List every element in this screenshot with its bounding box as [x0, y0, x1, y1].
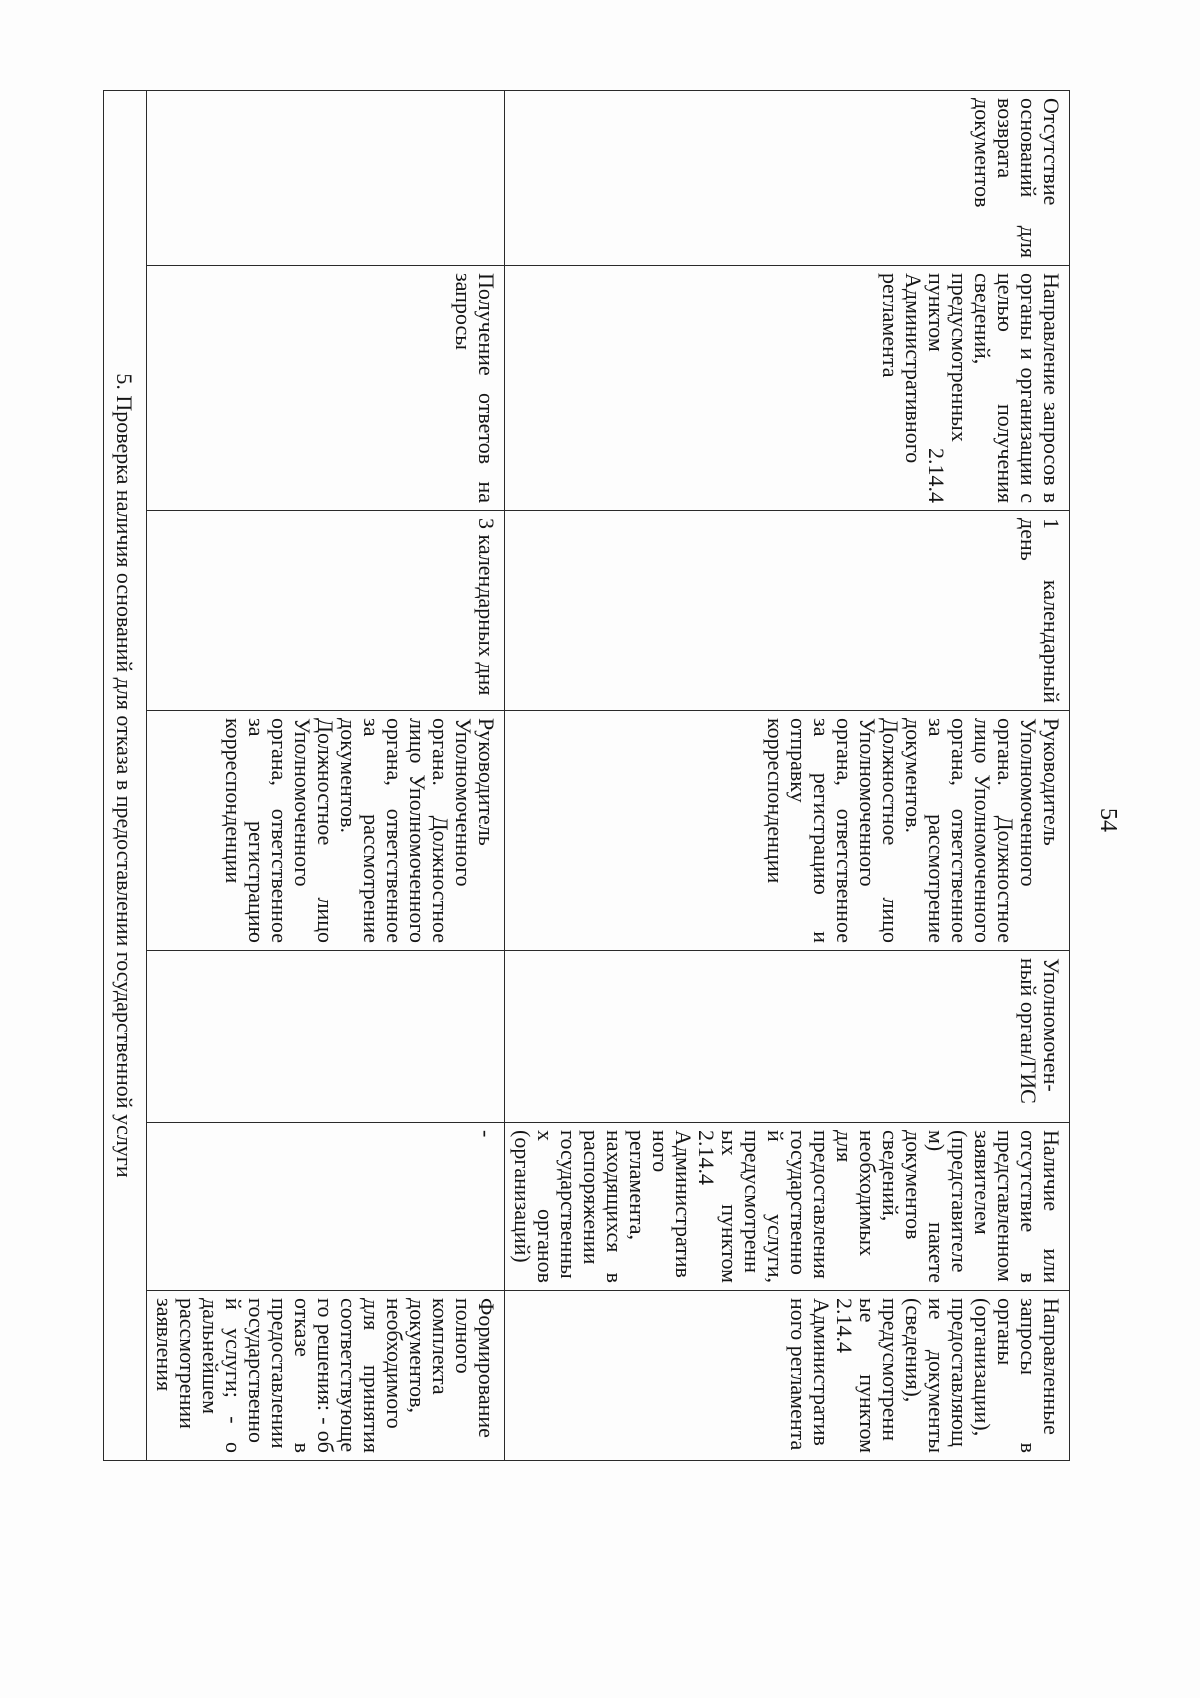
duration-cell: 1 календарный день [505, 511, 1070, 711]
page-number: 54 [1095, 808, 1121, 832]
place-cell: Уполномочен-ный орган/ГИС [505, 951, 1070, 1123]
procedure-table [103, 90, 1070, 1461]
table-row [505, 91, 1070, 1461]
duration-cell: 3 календарных дня [147, 511, 505, 711]
result-cell: Направленные запросы в органы (организации), предоставляющие документы (сведения), предусмотренные пунктом 2.14.4 Административного регламента [505, 1291, 1070, 1461]
condition-cell: Отсутствие оснований для возврата документов [505, 91, 1070, 266]
criteria-cell: - [147, 1123, 505, 1291]
responsible-cell: Руководитель Уполномоченного органа. Должностное лицо Уполномоченного органа, ответственное за рассмотрение документов. Должностное лицо Уполномоченного органа, ответственное за регистрацию корреспонденции [147, 711, 505, 951]
result-cell: Формирование полного комплекта документов, необходимого для принятия соответствующего решения: - об отказе в предоставлении государственной услуги; - о дальнейшем рассмотрении заявления [147, 1291, 505, 1461]
section-title: 5. Проверка наличия оснований для отказа в предоставлении государственной услуги [104, 91, 147, 1461]
responsible-cell: Руководитель Уполномоченного органа. Должностное лицо Уполномоченного органа, ответственное за рассмотрение документов. Должностное лицо Уполномоченного органа, ответственное за регистрацию и отправку корреспонденции [505, 711, 1070, 951]
table-row [147, 91, 505, 1461]
place-cell [147, 951, 505, 1123]
action-cell: Получение ответов на запросы [147, 266, 505, 511]
condition-cell [147, 91, 505, 266]
criteria-cell: Наличие или отсутствие в представленном заявителем (представителем) пакете документов сведений, необходимых для предоставления государственной услуги, предусмотренных пунктом 2.14.4 Административного регламента, находящихся в распоряжении государственных органов (организаций) [505, 1123, 1070, 1291]
section-row [104, 91, 147, 1461]
rotated-table-wrapper [112, 90, 1070, 1460]
action-cell: Направление запросов в органы и организации с целью получения сведений, предусмотренных пунктом 2.14.4 Административного регламента [505, 266, 1070, 511]
